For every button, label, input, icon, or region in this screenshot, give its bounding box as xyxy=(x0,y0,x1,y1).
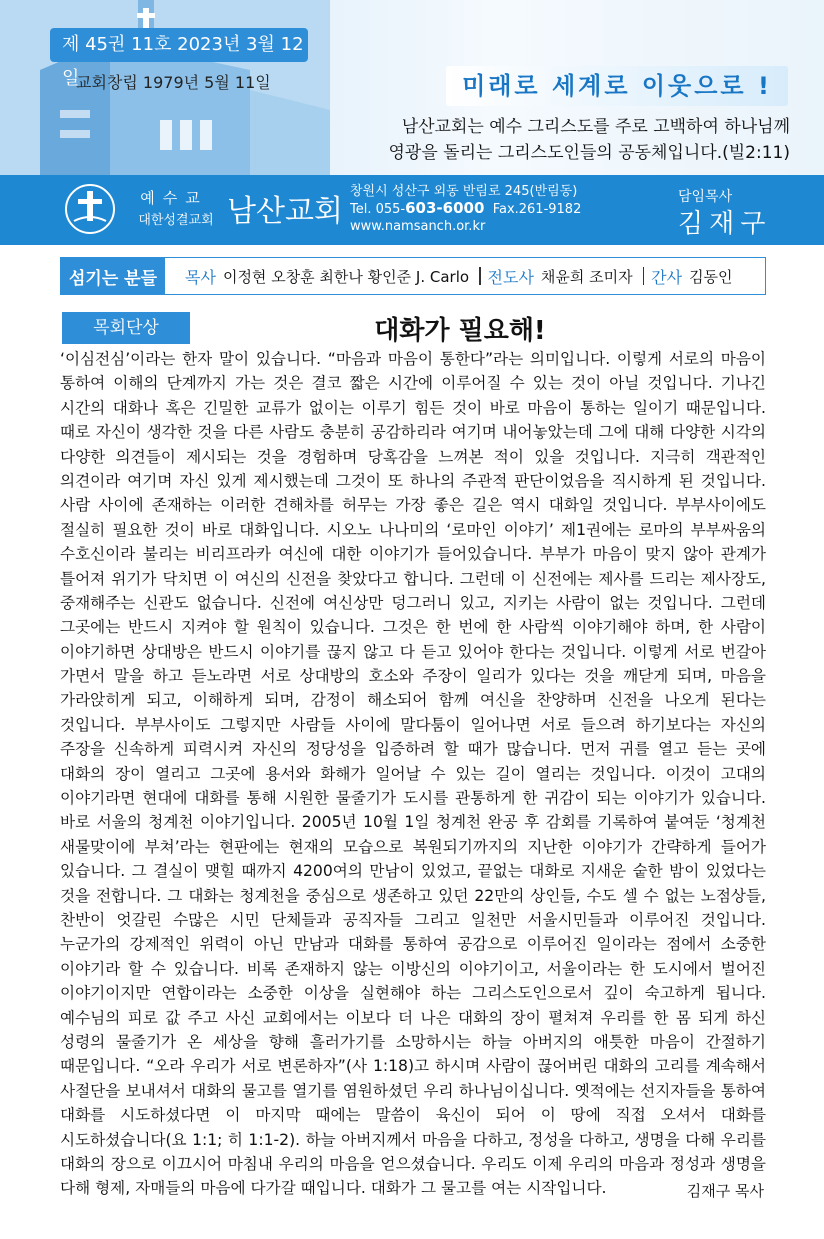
body-line: 틀어져 위기가 닥치면 이 여신의 신전을 찾았다고 합니다. 그런데 이 신전에는 제사를 드리는 제사장도, xyxy=(60,569,766,588)
body-line: 대화의 장으로 이끄시어 마침내 우리의 마음을 얻으셨습니다. 우리도 이제 우리의 마음과 정성과 생명을 xyxy=(60,1154,766,1173)
body-line: 새물맞이에 부쳐’라는 현판에는 현재의 모습으로 복원되기까지의 지난한 이야기가 간략하게 들어가 xyxy=(60,837,766,856)
address: 창원시 성산구 외동 반림로 245(반림동) xyxy=(350,184,578,199)
body-line: 대화의 장이 열리고 그곳에 용서와 화해가 일어날 수 있는 길이 열리는 것입니다. 이것이 고대의 xyxy=(60,764,766,783)
body-line: ‘이심전심’이라는 한자 말이 있습니다. “마음과 마음이 통한다”라는 의미입니다. 이렇게 서로의 마음이 xyxy=(60,350,766,368)
article-title: 대화가 필요해! xyxy=(374,316,546,346)
servers-list xyxy=(60,257,766,295)
website: www.namsanch.or.kr xyxy=(350,219,486,234)
pastor-title: 담임목사 xyxy=(678,189,733,205)
pastor-name: 김재구 xyxy=(678,209,772,239)
body-line: 중재해주는 신관도 없습니다. 신전에 여신상만 덩그러니 있고, 지키는 사람이 없는 것입니다. 그런데 xyxy=(60,593,766,612)
body-line: 그곳에는 반드시 지켜야 할 원칙이 있습니다. 그것은 한 번에 한 사람씩 이야기해야 하며, 한 사람이 xyxy=(60,618,766,637)
body-line: 때로 자신이 생각한 것을 다른 사람도 충분히 공감하리라 여기며 내어놓았는데 그에 대해 다양한 시각의 xyxy=(60,423,766,442)
body-line: 다해 형제, 자매들의 마음에 다가갈 때입니다. 대화가 그 물고를 여는 시작입니다. xyxy=(60,1179,607,1198)
pastor-names: 이정현 오창훈 최한나 황인준 J. Carlo xyxy=(222,267,470,286)
body-line: 다양한 의견들이 제시되는 것을 경험하며 당혹감을 느껴본 적이 있을 것입니다. 지극히 객관적인 xyxy=(60,447,766,466)
fax: Fax.261-9182 xyxy=(492,202,582,217)
evangelist-names: 채윤희 조미자 xyxy=(540,267,633,286)
role-pastor: 목사 xyxy=(185,267,216,287)
body-line: 가면서 말을 하고 듣노라면 서로 상대방의 호소와 주장이 일리가 있다는 것을 깨닫게 되며, 마음을 xyxy=(60,667,766,686)
church-vision xyxy=(360,114,790,166)
body-line: 시간의 대화나 혹은 긴밀한 교류가 없이는 이루기 힘든 것이 바로 마음이 통하는 일이기 때문입니다. xyxy=(60,398,766,417)
body-line: 사람 사이에 존재하는 이러한 견해차를 허무는 가장 좋은 길은 역시 대화일 것입니다. 부부사이에도 xyxy=(60,496,766,515)
denomination-top: 예수교 xyxy=(140,189,208,207)
body-line: 통하여 이해의 단계까지 가는 것은 결코 짧은 시간에 이루어질 수 있는 것이 아닐 것입니다. 기나긴 xyxy=(60,374,766,393)
church-logo-icon xyxy=(64,183,116,235)
tel-prefix: Tel. 055- xyxy=(350,202,406,217)
body-line: 때문입니다. “오라 우리가 서로 변론하자”(사 1:18)고 하시며 사람이 끊어버린 대화의 고리를 계속해서 xyxy=(60,1057,766,1076)
slogan: 미래로 세계로 이웃으로 ! xyxy=(462,72,772,100)
denomination-bottom: 대한성결교회 xyxy=(138,213,214,228)
body-line: 수호신이라 불리는 비리프라카 여신에 대한 이야기가 들어있습니다. 부부가 마음이 맞지 않아 관계가 xyxy=(60,545,766,564)
secretary-names: 김동인 xyxy=(689,267,733,286)
body-line: 찬반이 엇갈린 수많은 시민 단체들과 공직자들 그리고 일천만 서울시민들과 이루어진 것입니다. xyxy=(60,910,766,929)
body-line: 성령의 물줄기가 온 세상을 향해 흘러가기를 소망하시는 하늘 아버지의 애틋한 마음이 간절하기 xyxy=(60,1032,766,1051)
signature: 김재구 목사 xyxy=(686,1182,764,1200)
body-line: 절실히 필요한 것이 바로 대화입니다. 시오노 나나미의 ‘로마인 이야기’ 제1권에는 로마의 부부싸움의 xyxy=(60,520,766,539)
church-name: 남산교회 xyxy=(227,194,343,229)
body-line: 가라앉히게 되고, 이해하게 되며, 감정이 해소되어 함께 여신을 찬양하며 신전을 나오게 된다는 xyxy=(60,691,766,710)
body-line: 이야기하면 상대방은 반드시 이야기를 끊지 않고 다 듣고 있어야 한다는 것입니다. 이렇게 서로 번갈아 xyxy=(60,642,766,661)
body-line: 이야기라 할 수 있습니다. 비록 존재하지 않는 이방신의 이야기이고, 서울이라는 한 도시에서 벌어진 xyxy=(60,959,766,978)
tel-main: 603-6000 xyxy=(405,199,485,217)
body-line: 누군가의 강제적인 위력이 아닌 만남과 대화를 통하여 공감으로 이루어진 일이라는 점에서 소중한 xyxy=(60,935,766,954)
vision-line: 영광을 돌리는 그리스도인들의 공동체입니다.(빌2:11) xyxy=(388,143,790,163)
body-line: 주장을 신속하게 피력시켜 자신의 정당성을 입증하려 할 때가 많습니다. 먼저 귀를 열고 듣는 곳에 xyxy=(60,740,766,759)
column-tag: 목회단상 xyxy=(62,312,190,344)
phone-fax xyxy=(350,200,581,218)
divider xyxy=(479,267,481,285)
issue-info: 제 45권 11호 2023년 3월 12일 xyxy=(50,28,308,62)
divider xyxy=(643,267,645,285)
masthead xyxy=(0,0,824,175)
body-line: 사절단을 보내셔서 대화의 물고를 열기를 염원하셨던 우리 하나님이십니다. 옛적에는 선지자들을 통하여 xyxy=(60,1081,766,1100)
body-line: 있습니다. 그 결실이 맺힐 때까지 4200여의 만남이 있었고, 끝없는 대화로 지새운 숱한 밤이 있었다는 xyxy=(60,862,766,881)
servers-label: 섬기는 분들 xyxy=(61,258,165,294)
founding-date: 교회창립 1979년 5월 11일 xyxy=(76,73,271,92)
body-line: 시도하셨습니다(요 1:1; 히 1:1-2). 하늘 아버지께서 마음을 다하고, 정성을 다하고, 생명을 다해 우리를 xyxy=(60,1130,766,1149)
contact-info xyxy=(350,183,581,235)
body-line: 이야기라면 현대에 대화를 통해 시원한 물줄기가 도시를 관통하게 한 귀감이 되는 이야기가 있습니다. xyxy=(60,789,766,808)
role-evangelist: 전도사 xyxy=(487,267,534,287)
body-line: 예수님의 피로 값 주고 사신 교회에서는 이보다 더 나은 대화의 장이 펼쳐져 우리를 한 몸 되게 하신 xyxy=(60,1008,766,1027)
body-line: 대화를 시도하셨다면 이 마지막 때에는 말씀이 육신이 되어 이 땅에 직접 오셔서 대화를 xyxy=(60,1106,766,1125)
article-body xyxy=(60,347,766,1201)
body-line: 이야기이지만 연합이라는 소중한 이상을 실현해야 하는 그리스도인으로서 깊이 숙고하게 됩니다. xyxy=(60,984,766,1003)
body-line: 것을 전합니다. 그 대화는 청계천을 중심으로 생존하고 있던 22만의 상인들, 수도 셀 수 없는 노점상들, xyxy=(60,886,766,905)
role-secretary: 간사 xyxy=(651,267,683,287)
body-line: 바로 서울의 청계천 이야기입니다. 2005년 10월 1일 청계천 완공 후 감회를 기록하여 붙여둔 ‘청계천 xyxy=(60,813,766,832)
vision-line: 남산교회는 예수 그리스도를 주로 고백하여 하나님께 xyxy=(401,117,790,137)
body-line: 의견이라 여기며 자신 있게 제시했는데 그것이 또 하나의 주관적 판단이었음을 직시하게 된 것입니다. xyxy=(60,471,766,490)
body-line: 것입니다. 부부사이도 그렇지만 사람들 사이에 말다툼이 일어나면 서로 들으려 하기보다는 자신의 xyxy=(60,715,766,734)
